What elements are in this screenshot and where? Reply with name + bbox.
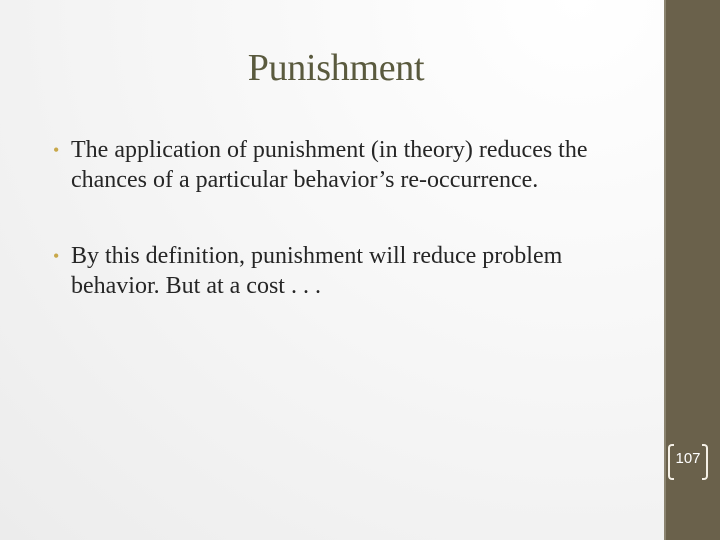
page-number-badge xyxy=(664,436,712,482)
bullet-text: By this definition, punishment will reduce problem behavior. But at a cost . . . xyxy=(71,243,563,299)
bullet-icon: • xyxy=(53,246,60,266)
bullet-list xyxy=(50,135,610,301)
bullet-item xyxy=(50,241,610,301)
bullet-item xyxy=(50,135,610,195)
page-number: 107 xyxy=(675,450,701,467)
bullet-text: The application of punishment (in theory) reduces the chances of a particular behavior’s re-occurrence. xyxy=(71,137,588,193)
bullet-icon: • xyxy=(53,140,60,160)
slide-title: Punishment xyxy=(247,47,425,89)
